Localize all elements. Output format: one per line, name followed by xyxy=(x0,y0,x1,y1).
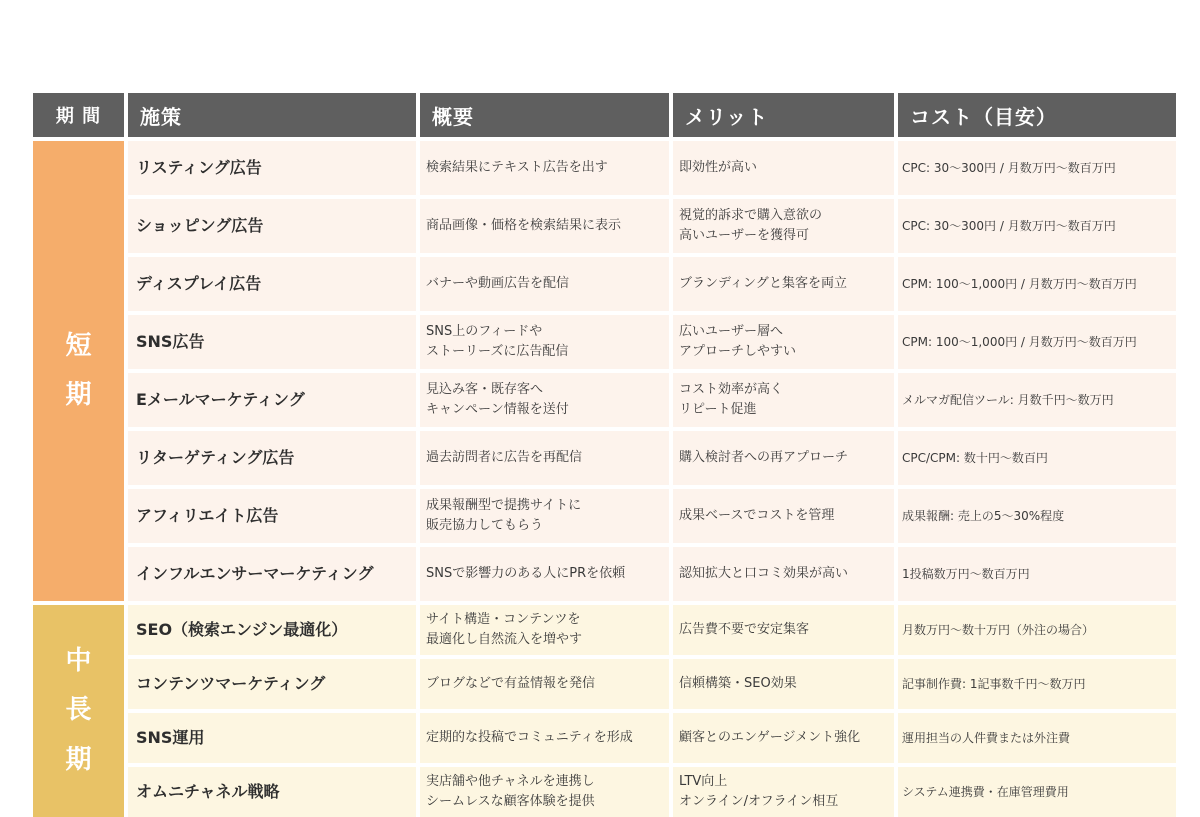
header-period: 期 間 xyxy=(33,93,124,137)
merit-text: 認知拡大と口コミ効果が高い xyxy=(673,547,894,601)
cost-text: CPC: 30〜300円 / 月数万円〜数百万円 xyxy=(898,199,1176,253)
period-mid-label xyxy=(33,605,124,817)
cost-text: システム連携費・在庫管理費用 xyxy=(898,767,1176,817)
summary-text: 定期的な投稿でコミュニティを形成 xyxy=(420,713,669,763)
cost-text: CPC: 30〜300円 / 月数万円〜数百万円 xyxy=(898,141,1176,195)
summary-text: 実店舗や他チャネルを連携し シームレスな顧客体験を提供 xyxy=(420,767,669,817)
measure-name: オムニチャネル戦略 xyxy=(128,767,416,817)
measure-name: リターゲティング広告 xyxy=(128,431,416,485)
merit-text: LTV向上 オンライン/オフライン相互 xyxy=(673,767,894,817)
cost-text: 月数万円〜数十万円（外注の場合） xyxy=(898,605,1176,655)
cost-text: 成果報酬: 売上の5〜30%程度 xyxy=(898,489,1176,543)
header-merit: メリット xyxy=(673,93,894,137)
measure-name: インフルエンサーマーケティング xyxy=(128,547,416,601)
cost-text: CPM: 100〜1,000円 / 月数万円〜数百万円 xyxy=(898,315,1176,369)
summary-text: サイト構造・コンテンツを 最適化し自然流入を増やす xyxy=(420,605,669,655)
header-cost: コスト（目安） xyxy=(898,93,1176,137)
summary-text: 成果報酬型で提携サイトに 販売協力してもらう xyxy=(420,489,669,543)
measure-name: ショッピング広告 xyxy=(128,199,416,253)
merit-text: コスト効率が高く リピート促進 xyxy=(673,373,894,427)
measure-name: SEO（検索エンジン最適化） xyxy=(128,605,416,655)
merit-text: 購入検討者への再アプローチ xyxy=(673,431,894,485)
merit-text: ブランディングと集客を両立 xyxy=(673,257,894,311)
summary-text: バナーや動画広告を配信 xyxy=(420,257,669,311)
summary-text: ブログなどで有益情報を発信 xyxy=(420,659,669,709)
merit-text: 成果ベースでコストを管理 xyxy=(673,489,894,543)
period-char: 中 xyxy=(65,645,92,676)
merit-text: 広いユーザー層へ アプローチしやすい xyxy=(673,315,894,369)
summary-text: 商品画像・価格を検索結果に表示 xyxy=(420,199,669,253)
period-char: 短 xyxy=(65,330,92,361)
measure-name: SNS運用 xyxy=(128,713,416,763)
merit-text: 顧客とのエンゲージメント強化 xyxy=(673,713,894,763)
summary-text: 見込み客・既存客へ キャンペーン情報を送付 xyxy=(420,373,669,427)
measure-name: リスティング広告 xyxy=(128,141,416,195)
measure-name: SNS広告 xyxy=(128,315,416,369)
cost-text: 運用担当の人件費または外注費 xyxy=(898,713,1176,763)
summary-text: 過去訪問者に広告を再配信 xyxy=(420,431,669,485)
header-measure: 施策 xyxy=(128,93,416,137)
cost-text: 1投稿数万円〜数百万円 xyxy=(898,547,1176,601)
merit-text: 視覚的訴求で購入意欲の 高いユーザーを獲得可 xyxy=(673,199,894,253)
summary-text: SNSで影響力のある人にPRを依頼 xyxy=(420,547,669,601)
marketing-measures-table xyxy=(33,93,1176,817)
cost-text: CPM: 100〜1,000円 / 月数万円〜数百万円 xyxy=(898,257,1176,311)
period-short-label xyxy=(33,141,124,601)
measure-name: コンテンツマーケティング xyxy=(128,659,416,709)
measure-name: アフィリエイト広告 xyxy=(128,489,416,543)
cost-text: メルマガ配信ツール: 月数千円〜数万円 xyxy=(898,373,1176,427)
period-char: 長 xyxy=(65,695,92,726)
summary-text: 検索結果にテキスト広告を出す xyxy=(420,141,669,195)
merit-text: 即効性が高い xyxy=(673,141,894,195)
header-summary: 概要 xyxy=(420,93,669,137)
merit-text: 広告費不要で安定集客 xyxy=(673,605,894,655)
measure-name: ディスプレイ広告 xyxy=(128,257,416,311)
cost-text: 記事制作費: 1記事数千円〜数万円 xyxy=(898,659,1176,709)
period-char: 期 xyxy=(65,380,92,410)
summary-text: SNS上のフィードや ストーリーズに広告配信 xyxy=(420,315,669,369)
period-char: 期 xyxy=(65,744,92,775)
cost-text: CPC/CPM: 数十円〜数百円 xyxy=(898,431,1176,485)
measure-name: Eメールマーケティング xyxy=(128,373,416,427)
merit-text: 信頼構築・SEO効果 xyxy=(673,659,894,709)
